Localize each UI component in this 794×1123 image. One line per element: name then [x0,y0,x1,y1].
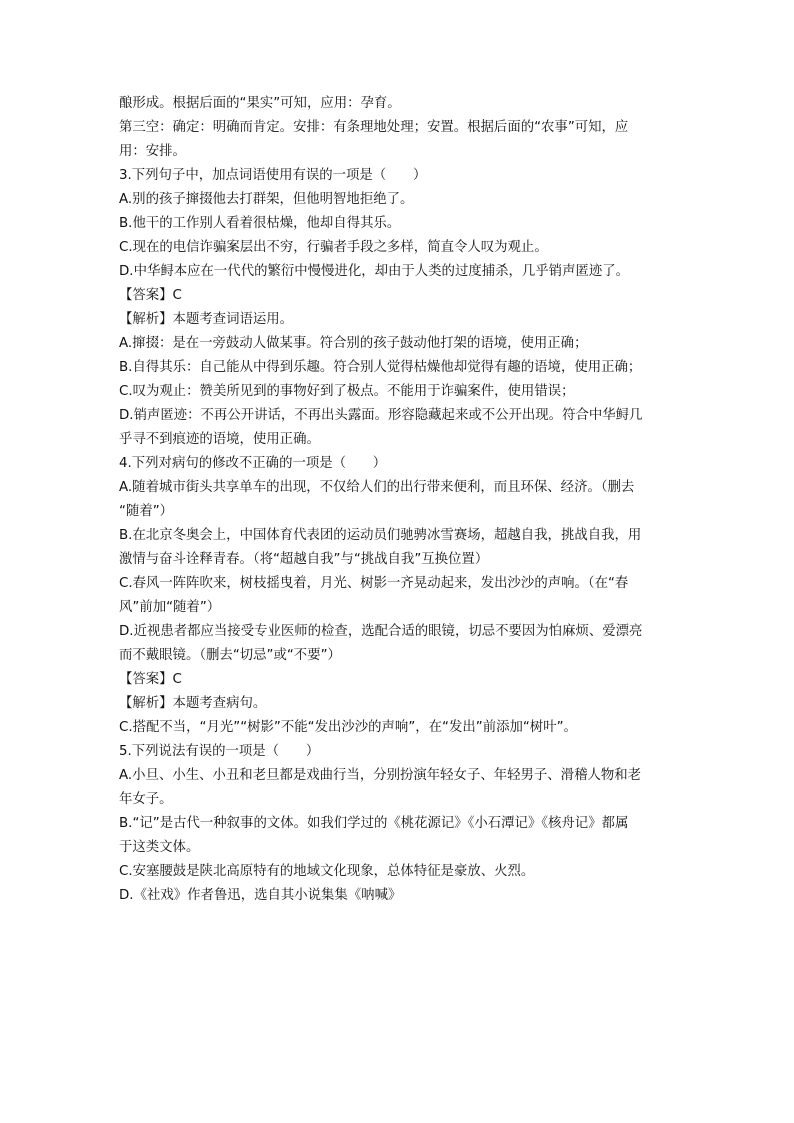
option-line: C.安塞腰鼓是陕北高原特有的地域文化现象，总体特征是豪放、火烈。 [119,864,535,879]
text-line: 用：安排。 [119,144,186,159]
option-line: 于这类文体。 [119,840,200,855]
option-line: “随着”） [119,504,174,519]
option-line: A.小旦、小生、小丑和老旦都是戏曲行当，分别扮演年轻女子、年轻男子、滑稽人物和老 [119,768,642,783]
analysis-line: 【解析】本题考查词语运用。 [119,312,294,327]
text-line: B.自得其乐：自己能从中得到乐趣。符合别人觉得枯燥他却觉得有趣的语境，使用正确； [119,360,642,375]
option-line: D.近视患者都应当接受专业医师的检查，选配合适的眼镜，切忌不要因为怕麻烦、爱漂亮 [119,624,643,639]
analysis-line: 【解析】本题考查病句。 [119,696,267,711]
option-line: D.中华鲟本应在一代代的繁衍中慢慢进化，却由于人类的过度捕杀，几乎销声匿迹了。 [119,264,630,279]
option-line: 风”前加“随着”） [119,600,221,615]
option-line: D.《社戏》作者鲁迅，选自其小说集集《呐喊》 [119,888,402,903]
question-stem: 3.下列句子中，加点词语使用有误的一项是（ ） [119,168,427,183]
answer-line: 【答案】C [119,672,182,687]
answer-line: 【答案】C [119,288,182,303]
option-line: B.“记”是古代一种叙事的文体。如我们学过的《桃花源记》《小石潭记》《核舟记》都属 [119,816,629,831]
option-line: B.在北京冬奥会上，中国体育代表团的运动员们驰骋冰雪赛场，超越自我，挑战自我，用 [119,528,642,543]
text-line: C.搭配不当，“月光”“树影”不能“发出沙沙的声响”，在“发出”前添加“树叶”。 [119,720,577,735]
option-line: 而不戴眼镜。（删去“切忌”或“不要”） [119,648,341,663]
option-line: A.别的孩子撺掇他去打群架，但他明智地拒绝了。 [119,192,414,207]
text-line: 第三空：确定：明确而肯定。安排：有条理地处理；安置。根据后面的“农事”可知，应 [119,120,629,135]
option-line: 激情与奋斗诠释青春。（将“超越自我”与“挑战自我”互换位置） [119,552,489,567]
text-line: A.撺掇：是在一旁鼓动人做某事。符合别的孩子鼓动他打架的语境，使用正确； [119,336,588,351]
option-line: C.现在的电信诈骗案层出不穷，行骗者手段之多样，简直令人叹为观止。 [119,240,548,255]
question-stem: 5.下列说法有误的一项是（ ） [119,744,320,759]
text-line: D.销声匿迹：不再公开讲话，不再出头露面。形容隐藏起来或不公开出现。符合中华鲟几 [119,408,643,423]
text-line: C.叹为观止：赞美所见到的事物好到了极点。不能用于诈骗案件，使用错误； [119,384,575,399]
option-line: B.他干的工作别人看着很枯燥，他却自得其乐。 [119,216,401,231]
question-stem: 4.下列对病句的修改不正确的一项是（ ） [119,456,387,471]
document-page [119,92,675,908]
option-line: 年女子。 [119,792,173,807]
text-line: 乎寻不到痕迹的语境，使用正确。 [119,432,320,447]
text-line: 酿形成。根据后面的“果实”可知，应用：孕育。 [119,96,401,111]
option-line: C.春风一阵阵吹来，树枝摇曳着，月光、树影一齐晃动起来，发出沙沙的声响。（在“春 [119,576,629,591]
option-line: A.随着城市街头共享单车的出现，不仅给人们的出行带来便利，而且环保、经济。（删去 [119,480,635,495]
